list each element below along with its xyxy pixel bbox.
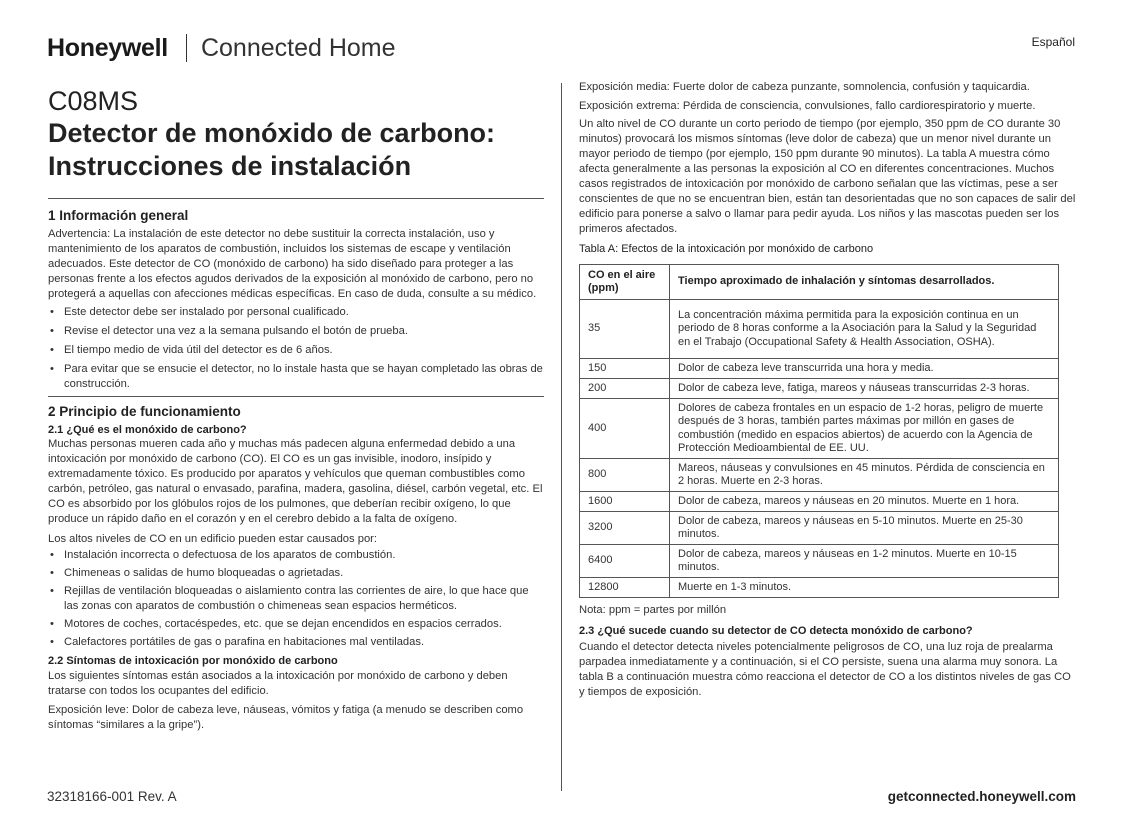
table-row: [580, 578, 1059, 598]
table-row: [580, 459, 1059, 492]
brand-name: Honeywell: [47, 33, 168, 62]
table-cell-ppm: 35: [580, 300, 670, 359]
brand-subtitle: Connected Home: [200, 33, 396, 62]
exposure-extreme: Exposición extrema: Pérdida de consciencia, convulsiones, fallo cardiorespiratorio y muerte.: [579, 100, 1036, 112]
list-item: • Instalación incorrecta o defectuosa de los aparatos de combustión.: [48, 548, 544, 563]
subsection-2-1-heading: 2.1 ¿Qué es el monóxido de carbono?: [48, 424, 247, 436]
subsection-2-2-heading: 2.2 Síntomas de intoxicación por monóxido de carbono: [48, 655, 338, 667]
left-column: [48, 85, 544, 733]
table-note: Nota: ppm = partes por millón: [579, 604, 727, 616]
table-cell-effect: Dolores de cabeza frontales en un espacio de 1-2 horas, peligro de muerte después de 3 horas, también partes máximas por millón en gases de combustión (medido en espacios abiertos) de acuerdo con la Agencia de Protección Medioambiental de EE. UU.: [670, 399, 1059, 459]
exposure-mild: Exposición leve: Dolor de cabeza leve, náuseas, vómitos y fatiga (a menudo se describen como síntomas “similares a la gripe”).: [48, 704, 524, 731]
table-row: [580, 399, 1059, 459]
table-row: [580, 379, 1059, 399]
brand-logo: [47, 30, 396, 66]
table-cell-ppm: 1600: [580, 492, 670, 512]
table-header-effect: Tiempo aproximado de inhalación y síntomas desarrollados.: [670, 265, 1059, 300]
table-cell-effect: Dolor de cabeza leve transcurrida una hora y media.: [670, 359, 1059, 379]
table-cell-effect: La concentración máxima permitida para la exposición continua en un periodo de 8 horas conforme a la Asociación para la Salud y la Seguridad en el Trabajo (Occupational Safety & Health Association, OSHA).: [670, 300, 1059, 359]
list-item: • Chimeneas o salidas de humo bloqueadas o agrietadas.: [48, 566, 544, 581]
list-item: • El tiempo medio de vida útil del detector es de 6 años.: [48, 343, 544, 358]
section1-heading: 1 Información general: [48, 208, 189, 223]
subsection-2-3-paragraph: Cuando el detector detecta niveles potencialmente peligrosos de CO, una luz roja de prealarma parpadea inmediatamente y a continuación, si el CO persiste, suena una alarma muy sonora. La tabla B a continuación muestra cómo reacciona el detector de CO a los distintos niveles de gas CO y tiempos de exposición.: [579, 641, 1071, 698]
table-cell-effect: Mareos, náuseas y convulsiones en 45 minutos. Pérdida de consciencia en 2 horas. Muerte en 2-3 horas.: [670, 459, 1059, 492]
table-cell-effect: Dolor de cabeza, mareos y náuseas en 20 minutos. Muerte en 1 hora.: [670, 492, 1059, 512]
table-cell-ppm: 3200: [580, 512, 670, 545]
table-cell-effect: Dolor de cabeza, mareos y náuseas en 1-2 minutos. Muerte en 10-15 minutos.: [670, 545, 1059, 578]
doc-number: 32318166-001 Rev. A: [47, 789, 177, 804]
table-row: [580, 545, 1059, 578]
table-cell-ppm: 6400: [580, 545, 670, 578]
section2-heading: 2 Principio de funcionamiento: [48, 404, 241, 419]
model-number: C08MS: [48, 86, 139, 116]
section1-paragraph: Advertencia: La instalación de este detector no debe sustituir la correcta instalación, uso y mantenimiento de los aparatos de combustión, incluidos los sistemas de escape y ventilación adecuados. Este detector de CO (monóxido de carbono) ha sido diseñado para proteger a las personas frente a los efectos agudos derivados de la exposición al monóxido de carbono, pero no protegerá a aquellas con afecciones médicas específicas. En caso de duda, consulte a su médico.: [48, 228, 537, 300]
table-row: [580, 512, 1059, 545]
website-link: getconnected.honeywell.com: [887, 789, 1076, 804]
list-item: • Este detector debe ser instalado por personal cualificado.: [48, 305, 544, 320]
subsection-2-3-heading: 2.3 ¿Qué sucede cuando su detector de CO detecta monóxido de carbono?: [579, 625, 973, 637]
doc-title-line1: Detector de monóxido de carbono:: [48, 118, 496, 148]
list-item: • Para evitar que se ensucie el detector, no lo instale hasta que se hayan completado las obras de construcción.: [48, 362, 544, 392]
table-cell-effect: Dolor de cabeza, mareos y náuseas en 5-10 minutos. Muerte en 25-30 minutos.: [670, 512, 1059, 545]
causes-list: [48, 548, 544, 650]
table-row: [580, 300, 1059, 359]
table-cell-ppm: 150: [580, 359, 670, 379]
table-cell-ppm: 12800: [580, 578, 670, 598]
co-effects-table: [579, 264, 1059, 598]
table-cell-effect: Muerte en 1-3 minutos.: [670, 578, 1059, 598]
subsection-2-2-intro: Los siguientes síntomas están asociados a la intoxicación por monóxido de carbono y deben tratarse con todos los ocupantes del edificio.: [48, 670, 508, 697]
table-cell-ppm: 400: [580, 399, 670, 459]
divider: [48, 198, 544, 199]
table-row: [580, 492, 1059, 512]
doc-title-line2: Instrucciones de instalación: [48, 151, 412, 181]
brand-divider: [186, 34, 187, 62]
exposure-medium: Exposición media: Fuerte dolor de cabeza punzante, somnolencia, confusión y taquicardia.: [579, 81, 1030, 93]
causes-intro: Los altos niveles de CO en un edificio pueden estar causados por:: [48, 533, 377, 545]
high-level-paragraph: Un alto nivel de CO durante un corto periodo de tiempo (por ejemplo, 350 ppm de CO durante 30 minutos) provocará los mismos síntomas (leve dolor de cabeza) que un menor nivel durante un mayor periodo de tiempo (por ejemplo, 150 ppm durante 90 minutos). La tabla A muestra cómo afecta generalmente a las personas la exposición al CO en diferentes concentraciones. Muchos casos registrados de intoxicación por monóxido de carbono señalan que las víctimas, pese a ser conscientes de que no se encuentran bien, están tan desorientadas que no son capaces de salir del edificio para ponerse a salvo o llamar para pedir ayuda. Los niños y las mascotas pueden ser los primeros afectados.: [579, 118, 1076, 235]
table-header-ppm: CO en el aire (ppm): [580, 265, 670, 300]
divider: [48, 396, 544, 397]
table-header-row: [580, 265, 1059, 300]
subsection-2-1-paragraph: Muchas personas mueren cada año y muchas más padecen alguna enfermedad debido a una intoxicación por monóxido de carbono (CO). El CO es un gas invisible, inodoro, insípido y extremadamente tóxico. Es producido por aparatos y vehículos que queman combustibles como carbón, petróleo, gas natural o envasado, parafina, madera, gasolina, diésel, carbón vegetal, etc. El CO es absorbido por los glóbulos rojos de los pulmones, que deberían recibir oxígeno, lo que produce un rápido daño en el corazón y en el cerebro debido a la falta de oxígeno.: [48, 438, 543, 525]
list-item: • Revise el detector una vez a la semana pulsando el botón de prueba.: [48, 324, 544, 339]
list-item: • Motores de coches, cortacéspedes, etc. que se dejan encendidos en espacios cerrados.: [48, 617, 544, 632]
language-label: Español: [1031, 35, 1075, 49]
list-item: • Calefactores portátiles de gas o parafina en habitaciones mal ventiladas.: [48, 635, 544, 650]
table-row: [580, 359, 1059, 379]
section1-bullets: [48, 305, 544, 392]
table-cell-effect: Dolor de cabeza leve, fatiga, mareos y náuseas transcurridas 2-3 horas.: [670, 379, 1059, 399]
right-column: [579, 80, 1077, 700]
table-cell-ppm: 800: [580, 459, 670, 492]
table-caption: Tabla A: Efectos de la intoxicación por monóxido de carbono: [579, 243, 874, 255]
list-item: • Rejillas de ventilación bloqueadas o aislamiento contra las corrientes de aire, lo que hace que las zonas con aparatos de combustión o chimeneas sean espacios herméticos.: [48, 584, 544, 614]
column-divider: [561, 83, 562, 791]
table-cell-ppm: 200: [580, 379, 670, 399]
